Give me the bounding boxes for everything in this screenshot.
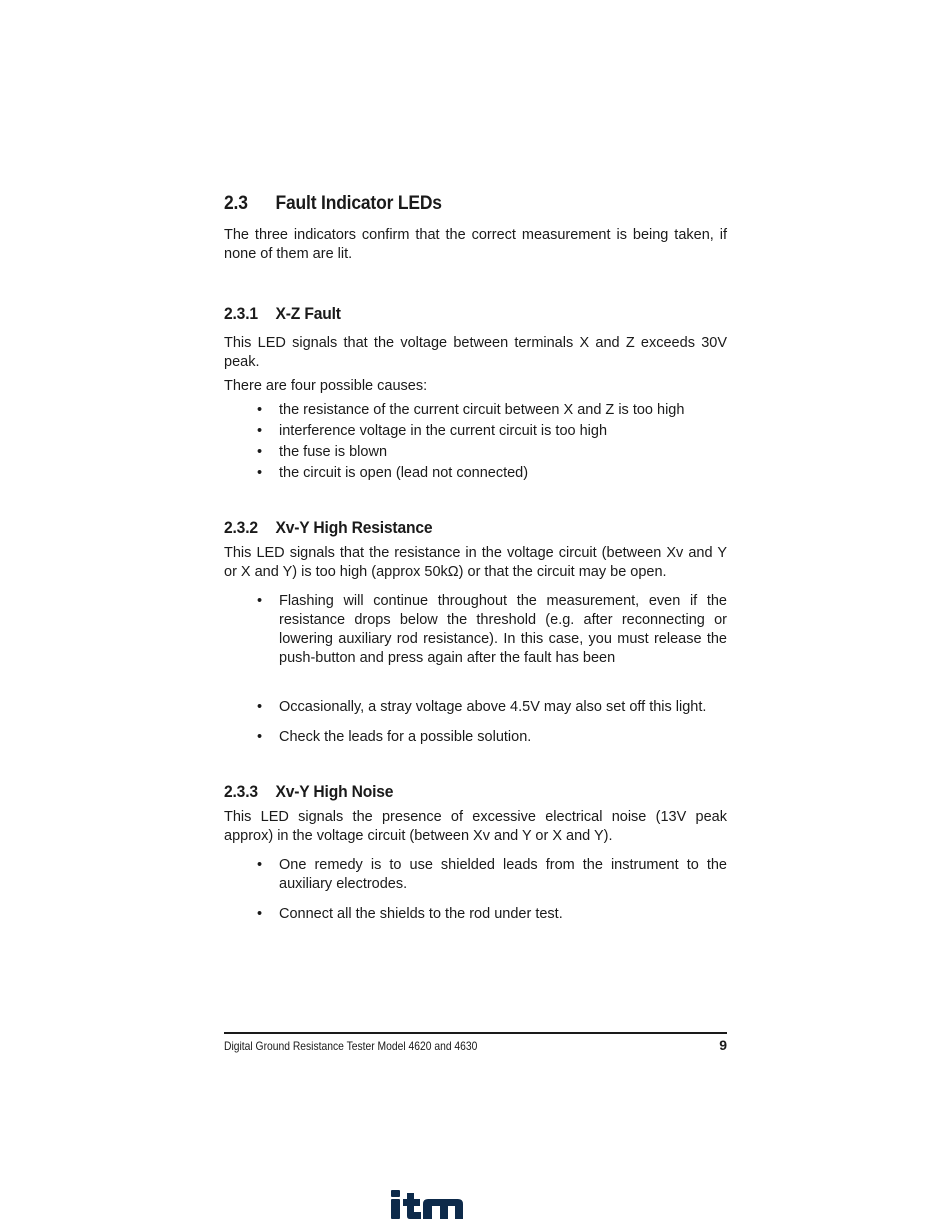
subsection-heading-high-noise xyxy=(224,782,687,802)
subsection-number: 2.3.1 xyxy=(224,304,258,323)
paragraph: This LED signals that the resistance in the voltage circuit (between Xv and Y or X and Y) is too high (approx 50kΩ) or that the circuit may be open. xyxy=(224,545,727,580)
list-item: • One remedy is to use shielded leads from the instrument to the auxiliary electrodes. xyxy=(257,857,727,892)
footer-title: Digital Ground Resistance Tester Model 4620 and 4630 xyxy=(224,1039,478,1053)
list-item: • Check the leads for a possible solution. xyxy=(257,729,532,745)
paragraph: This LED signals the presence of excessive electrical noise (13V peak approx) in the voltage circuit (between Xv and Y or X and Y). xyxy=(224,809,727,844)
itm-logo-icon xyxy=(390,1188,464,1221)
page-content xyxy=(224,193,727,935)
list-item: • the circuit is open (lead not connected) xyxy=(257,465,529,481)
subsection-heading-high-resistance xyxy=(224,518,687,538)
paragraph: There are four possible causes: xyxy=(224,378,428,394)
subsection-heading-x-z-fault xyxy=(224,304,687,324)
bullet-list xyxy=(224,856,727,924)
list-item: • the resistance of the current circuit between X and Z is too high xyxy=(257,402,685,418)
bullet-icon: • xyxy=(257,699,263,715)
section-heading xyxy=(224,193,687,215)
paragraph: This LED signals that the voltage between terminals X and Z exceeds 30V peak. xyxy=(224,335,727,370)
list-item: • Connect all the shields to the rod under test. xyxy=(257,906,563,922)
bullet-icon: • xyxy=(257,465,263,481)
page-number: 9 xyxy=(719,1037,727,1053)
bullet-list xyxy=(224,401,727,483)
list-item: • the fuse is blown xyxy=(257,444,388,460)
subsection-title: Xv-Y High Noise xyxy=(275,782,394,801)
subsection-title: X-Z Fault xyxy=(275,304,341,323)
section-intro: The three indicators confirm that the correct measurement is being taken, if none of them are lit. xyxy=(224,227,727,262)
bullet-icon: • xyxy=(257,423,263,439)
list-item: • Flashing will continue throughout the measurement, even if the resistance drops below the threshold (e.g. after reconnecting or lowering auxiliary rod resistance). In this case, you must release the push-button and press again after the fault has been xyxy=(257,593,727,666)
section-number: 2.3 xyxy=(224,193,248,214)
subsection-number: 2.3.2 xyxy=(224,518,258,537)
subsection-title: Xv-Y High Resistance xyxy=(275,518,433,537)
bullet-icon: • xyxy=(257,402,263,418)
bullet-icon: • xyxy=(257,857,263,873)
bullet-icon: • xyxy=(257,906,263,922)
bullet-icon: • xyxy=(257,729,263,745)
itm-logo xyxy=(390,1188,464,1221)
bullet-icon: • xyxy=(257,593,263,609)
list-item: • Occasionally, a stray voltage above 4.5V may also set off this light. xyxy=(257,699,707,715)
section-title: Fault Indicator LEDs xyxy=(275,193,442,214)
bullet-list xyxy=(224,592,727,747)
subsection-number: 2.3.3 xyxy=(224,782,258,801)
bullet-icon: • xyxy=(257,444,263,460)
list-item: • interference voltage in the current circuit is too high xyxy=(257,423,608,439)
page-footer xyxy=(224,1032,727,1053)
